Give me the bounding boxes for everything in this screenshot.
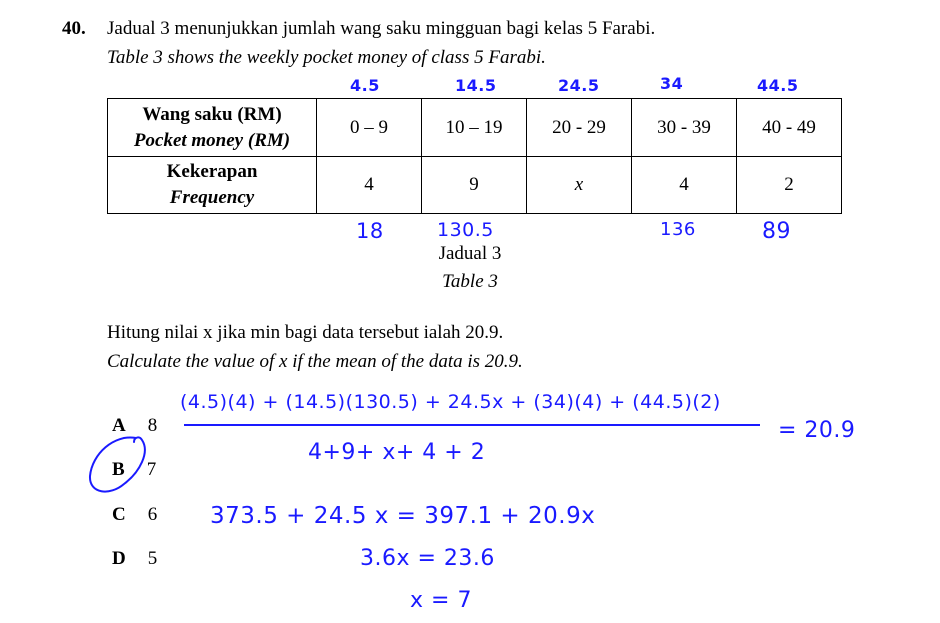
table-cell-frequency: 2 [737, 157, 842, 214]
option-value: 8 [147, 415, 158, 436]
fraction-bar [184, 422, 764, 428]
option-c[interactable] [112, 504, 157, 526]
working-step-2: 3.6x = 23.6 [360, 546, 495, 571]
handwritten-product-2: 130.5 [437, 219, 494, 241]
row-header-pocket-money [108, 99, 317, 157]
table-cell-class: 0 – 9 [317, 99, 422, 157]
instruction-malay: Hitung nilai x jika min bagi data tersebut ialah 20.9. [107, 322, 504, 343]
handwritten-product-1: 18 [356, 219, 384, 243]
frequency-table [107, 98, 842, 214]
row-header-pocket-money-en: Pocket money (RM) [133, 129, 291, 151]
question-text-malay-body: Jadual 3 menunjukkan jumlah wang saku mingguan bagi kelas 5 Farabi. [107, 18, 656, 39]
row-header-frequency-ms: Kekerapan [166, 161, 258, 182]
handwritten-product-4: 89 [762, 219, 791, 244]
option-value: 7 [146, 459, 157, 480]
option-letter: D [112, 548, 126, 569]
handwritten-product-3: 136 [660, 219, 696, 240]
table-row-frequency [108, 157, 842, 214]
handwritten-midpoint-5: 44.5 [757, 76, 799, 95]
table-cell-class: 10 – 19 [422, 99, 527, 157]
handwritten-midpoint-2: 14.5 [455, 76, 497, 95]
row-header-frequency [108, 157, 317, 214]
option-letter: C [112, 504, 126, 525]
table-row-pocket-money [108, 99, 842, 157]
table-caption-malay: Jadual 3 [438, 243, 502, 264]
answer-circle-icon [84, 432, 160, 502]
table-cell-frequency: 4 [317, 157, 422, 214]
row-header-frequency-en: Frequency [169, 187, 255, 208]
table-cell-class: 40 - 49 [737, 99, 842, 157]
handwritten-midpoint-3: 24.5 [558, 76, 600, 95]
table-cell-class: 20 - 29 [527, 99, 632, 157]
option-value: 5 [147, 548, 158, 569]
table-cell-frequency: x [527, 157, 632, 214]
option-letter: B [112, 459, 125, 480]
working-denominator: 4+9+ x+ 4 + 2 [308, 440, 486, 465]
handwritten-midpoint-4: 34 [660, 74, 684, 93]
working-step-3: x = 7 [410, 588, 472, 613]
table-cell-frequency: 4 [632, 157, 737, 214]
table-cell-frequency: 9 [422, 157, 527, 214]
option-value: 6 [147, 504, 158, 525]
handwritten-midpoint-1: 4.5 [350, 76, 380, 95]
working-step-1: 373.5 + 24.5 x = 397.1 + 20.9x [210, 503, 596, 529]
question-text-english: Table 3 shows the weekly pocket money of class 5 Farabi. [107, 47, 546, 68]
working-numerator: (4.5)(4) + (14.5)(130.5) + 24.5x + (34)(4) + (44.5)(2) [180, 391, 721, 413]
question-text-malay [107, 18, 655, 40]
option-letter: A [112, 415, 126, 436]
working-equals-mean: = 20.9 [778, 418, 856, 443]
option-d[interactable] [112, 548, 157, 570]
table-caption-english: Table 3 [442, 271, 498, 292]
table-cell-class: 30 - 39 [632, 99, 737, 157]
instruction-english: Calculate the value of x if the mean of the data is 20.9. [107, 351, 523, 372]
question-number: 40. [62, 18, 86, 39]
row-header-pocket-money-ms: Wang saku (RM) [142, 103, 282, 125]
